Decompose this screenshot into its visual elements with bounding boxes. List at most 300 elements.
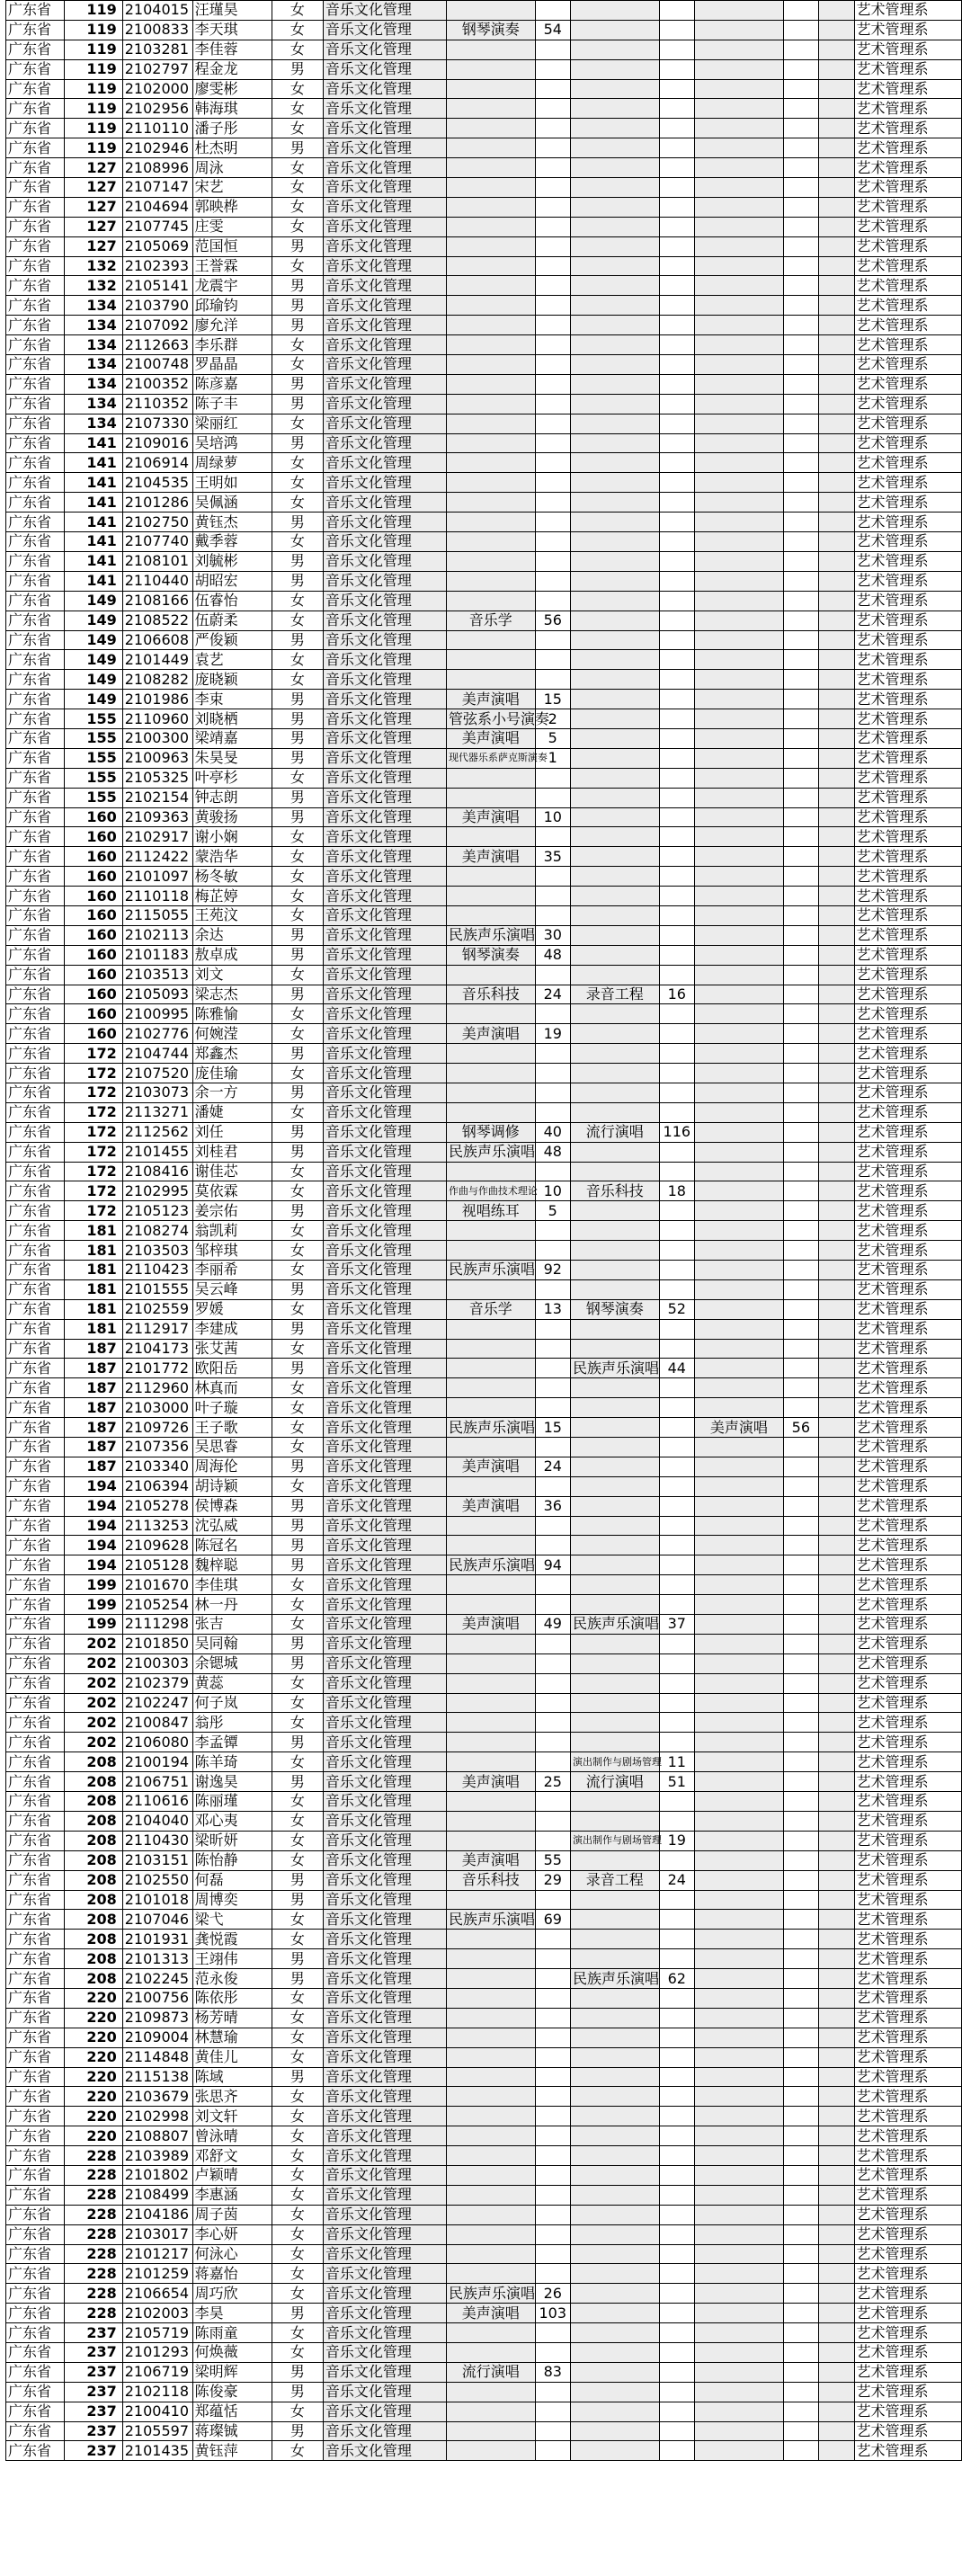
province-cell: 广东省 <box>6 1142 65 1162</box>
student-id-cell: 2104040 <box>122 1811 192 1831</box>
rank-cell: 127 <box>65 217 122 236</box>
department-cell: 艺术管理系 <box>854 1615 961 1635</box>
instrument-2-cell <box>570 670 659 690</box>
student-id-cell: 2101850 <box>122 1634 192 1653</box>
spacer-cell <box>819 119 854 138</box>
score-3-cell <box>783 453 818 473</box>
rank-cell: 172 <box>65 1142 122 1162</box>
instrument-2-cell: 民族声乐演唱 <box>570 1359 659 1378</box>
score-1-cell: 54 <box>535 20 570 40</box>
student-name-cell: 刘晓栖 <box>192 709 272 729</box>
gender-cell: 男 <box>272 807 323 827</box>
student-id-cell: 2101449 <box>122 650 192 670</box>
province-cell: 广东省 <box>6 2284 65 2304</box>
instrument-3-cell <box>695 217 784 236</box>
province-cell: 广东省 <box>6 748 65 768</box>
table-row <box>6 374 962 394</box>
student-name-cell: 林慧瑜 <box>192 2028 272 2047</box>
score-3-cell <box>783 1221 818 1241</box>
score-2-cell <box>659 2185 694 2205</box>
province-cell: 广东省 <box>6 1536 65 1555</box>
spacer-cell <box>819 1811 854 1831</box>
score-3-cell <box>783 551 818 571</box>
rank-cell: 172 <box>65 1201 122 1221</box>
score-3-cell <box>783 1595 818 1615</box>
student-name-cell: 袁艺 <box>192 650 272 670</box>
student-name-cell: 汪瑾昊 <box>192 1 272 21</box>
student-id-cell: 2100748 <box>122 355 192 375</box>
score-3-cell <box>783 40 818 59</box>
student-id-cell: 2108166 <box>122 591 192 611</box>
score-1-cell <box>535 1241 570 1261</box>
instrument-3-cell <box>695 709 784 729</box>
gender-cell: 男 <box>272 1279 323 1299</box>
instrument-1-cell <box>446 453 535 473</box>
student-name-cell: 周博奕 <box>192 1890 272 1910</box>
instrument-1-cell: 音乐学 <box>446 611 535 630</box>
province-cell: 广东省 <box>6 1024 65 1044</box>
province-cell: 广东省 <box>6 1 65 21</box>
rank-cell: 119 <box>65 99 122 119</box>
table-row <box>6 1536 962 1555</box>
department-cell: 艺术管理系 <box>854 2126 961 2146</box>
score-2-cell <box>659 1595 694 1615</box>
instrument-2-cell <box>570 394 659 414</box>
spacer-cell <box>819 1496 854 1516</box>
gender-cell: 女 <box>272 158 323 178</box>
student-name-cell: 翁凯莉 <box>192 1221 272 1241</box>
score-3-cell <box>783 1 818 21</box>
student-id-cell: 2108282 <box>122 670 192 690</box>
spacer-cell <box>819 2165 854 2185</box>
table-row <box>6 2362 962 2382</box>
score-1-cell <box>535 1476 570 1496</box>
table-row <box>6 1811 962 1831</box>
spacer-cell <box>819 1083 854 1102</box>
spacer-cell <box>819 20 854 40</box>
province-cell: 广东省 <box>6 1595 65 1615</box>
rank-cell: 127 <box>65 236 122 256</box>
gender-cell: 男 <box>272 2421 323 2441</box>
gender-cell: 女 <box>272 1339 323 1359</box>
score-2-cell <box>659 394 694 414</box>
score-1-cell <box>535 316 570 335</box>
major-cell: 音乐文化管理 <box>323 1418 446 1438</box>
score-3-cell <box>783 1831 818 1850</box>
major-cell: 音乐文化管理 <box>323 1142 446 1162</box>
score-3-cell <box>783 1949 818 1969</box>
student-id-cell: 2101286 <box>122 493 192 513</box>
instrument-3-cell <box>695 1261 784 1280</box>
instrument-2-cell <box>570 905 659 925</box>
instrument-3-cell <box>695 2087 784 2107</box>
student-id-cell: 2102750 <box>122 513 192 532</box>
instrument-2-cell <box>570 965 659 985</box>
department-cell: 艺术管理系 <box>854 1279 961 1299</box>
instrument-2-cell: 流行演唱 <box>570 1122 659 1142</box>
province-cell: 广东省 <box>6 217 65 236</box>
student-id-cell: 2101435 <box>122 2441 192 2461</box>
instrument-1-cell <box>446 1378 535 1398</box>
student-id-cell: 2107092 <box>122 316 192 335</box>
instrument-1-cell <box>446 493 535 513</box>
province-cell: 广东省 <box>6 867 65 887</box>
major-cell: 音乐文化管理 <box>323 1516 446 1536</box>
instrument-1-cell <box>446 788 535 807</box>
student-id-cell: 2103679 <box>122 2087 192 2107</box>
gender-cell: 男 <box>272 236 323 256</box>
province-cell: 广东省 <box>6 1752 65 1772</box>
score-3-cell <box>783 493 818 513</box>
student-name-cell: 李心妍 <box>192 2224 272 2244</box>
score-3-cell <box>783 925 818 945</box>
score-2-cell <box>659 2126 694 2146</box>
instrument-2-cell <box>570 1930 659 1949</box>
instrument-1-cell <box>446 2421 535 2441</box>
gender-cell: 女 <box>272 1988 323 2008</box>
instrument-3-cell <box>695 827 784 847</box>
instrument-2-cell <box>570 1811 659 1831</box>
table-row <box>6 355 962 375</box>
student-name-cell: 杨芳晴 <box>192 2008 272 2028</box>
instrument-1-cell <box>446 2126 535 2146</box>
score-2-cell <box>659 20 694 40</box>
department-cell: 艺术管理系 <box>854 1457 961 1476</box>
score-2-cell <box>659 1398 694 1418</box>
instrument-1-cell <box>446 867 535 887</box>
instrument-3-cell <box>695 985 784 1004</box>
gender-cell: 女 <box>272 965 323 985</box>
score-3-cell <box>783 414 818 433</box>
score-2-cell <box>659 2047 694 2067</box>
province-cell: 广东省 <box>6 1122 65 1142</box>
instrument-2-cell <box>570 630 659 650</box>
score-1-cell <box>535 158 570 178</box>
instrument-3-cell <box>695 690 784 709</box>
spacer-cell <box>819 1890 854 1910</box>
instrument-1-cell <box>446 236 535 256</box>
score-1-cell <box>535 2008 570 2028</box>
score-3-cell <box>783 1850 818 1870</box>
instrument-2-cell <box>570 1102 659 1122</box>
student-name-cell: 王翊伟 <box>192 1949 272 1969</box>
gender-cell: 女 <box>272 2126 323 2146</box>
department-cell: 艺术管理系 <box>854 1890 961 1910</box>
spacer-cell <box>819 2067 854 2087</box>
score-3-cell <box>783 256 818 276</box>
score-2-cell <box>659 1536 694 1555</box>
major-cell: 音乐文化管理 <box>323 2126 446 2146</box>
province-cell: 广东省 <box>6 2342 65 2362</box>
table-row <box>6 1634 962 1653</box>
score-2-cell: 24 <box>659 1870 694 1890</box>
instrument-2-cell <box>570 1516 659 1536</box>
spacer-cell <box>819 1634 854 1653</box>
instrument-1-cell: 钢琴演奏 <box>446 20 535 40</box>
major-cell: 音乐文化管理 <box>323 788 446 807</box>
gender-cell: 女 <box>272 1713 323 1733</box>
province-cell: 广东省 <box>6 1004 65 1024</box>
score-1-cell <box>535 2244 570 2264</box>
rank-cell: 237 <box>65 2342 122 2362</box>
score-1-cell: 94 <box>535 1555 570 1575</box>
spacer-cell <box>819 1831 854 1850</box>
score-3-cell <box>783 2284 818 2304</box>
instrument-2-cell <box>570 2264 659 2284</box>
student-id-cell: 2103790 <box>122 296 192 316</box>
gender-cell: 女 <box>272 1438 323 1457</box>
instrument-3-cell <box>695 1024 784 1044</box>
instrument-1-cell: 美声演唱 <box>446 1615 535 1635</box>
instrument-3-cell <box>695 1 784 21</box>
score-2-cell <box>659 1890 694 1910</box>
table-row <box>6 1221 962 1241</box>
table-row <box>6 709 962 729</box>
gender-cell: 女 <box>272 1398 323 1418</box>
rank-cell: 181 <box>65 1279 122 1299</box>
table-row <box>6 1988 962 2008</box>
major-cell: 音乐文化管理 <box>323 1811 446 1831</box>
spacer-cell <box>819 1733 854 1752</box>
rank-cell: 141 <box>65 473 122 493</box>
province-cell: 广东省 <box>6 1359 65 1378</box>
province-cell: 广东省 <box>6 2402 65 2421</box>
instrument-2-cell <box>570 1890 659 1910</box>
spacer-cell <box>819 925 854 945</box>
rank-cell: 220 <box>65 1988 122 2008</box>
major-cell: 音乐文化管理 <box>323 532 446 552</box>
spacer-cell <box>819 1102 854 1122</box>
student-id-cell: 2101217 <box>122 2244 192 2264</box>
rank-cell: 228 <box>65 2205 122 2224</box>
table-row <box>6 1772 962 1792</box>
spacer-cell <box>819 40 854 59</box>
instrument-2-cell <box>570 2087 659 2107</box>
instrument-1-cell: 民族声乐演唱 <box>446 925 535 945</box>
score-1-cell <box>535 551 570 571</box>
instrument-3-cell <box>695 1555 784 1575</box>
department-cell: 艺术管理系 <box>854 1339 961 1359</box>
student-id-cell: 2113271 <box>122 1102 192 1122</box>
table-row <box>6 2146 962 2166</box>
student-name-cell: 廖允洋 <box>192 316 272 335</box>
score-1-cell <box>535 1279 570 1299</box>
department-cell: 艺术管理系 <box>854 2224 961 2244</box>
instrument-1-cell <box>446 1831 535 1850</box>
major-cell: 音乐文化管理 <box>323 1181 446 1201</box>
instrument-2-cell: 音乐科技 <box>570 1181 659 1201</box>
spacer-cell <box>819 630 854 650</box>
province-cell: 广东省 <box>6 571 65 591</box>
instrument-2-cell <box>570 2244 659 2264</box>
instrument-1-cell <box>446 335 535 355</box>
score-1-cell <box>535 1339 570 1359</box>
gender-cell: 男 <box>272 2067 323 2087</box>
table-row <box>6 1850 962 1870</box>
student-name-cell: 周海伦 <box>192 1457 272 1476</box>
major-cell: 音乐文化管理 <box>323 1 446 21</box>
score-2-cell <box>659 1575 694 1595</box>
spacer-cell <box>819 1 854 21</box>
score-1-cell: 10 <box>535 1181 570 1201</box>
instrument-1-cell <box>446 2224 535 2244</box>
province-cell: 广东省 <box>6 1378 65 1398</box>
score-3-cell <box>783 2028 818 2047</box>
spacer-cell <box>819 1772 854 1792</box>
instrument-3-cell <box>695 1811 784 1831</box>
province-cell: 广东省 <box>6 2067 65 2087</box>
rank-cell: 187 <box>65 1378 122 1398</box>
gender-cell: 男 <box>272 925 323 945</box>
spacer-cell <box>819 1261 854 1280</box>
student-name-cell: 吴思睿 <box>192 1438 272 1457</box>
rank-cell: 237 <box>65 2402 122 2421</box>
gender-cell: 女 <box>272 217 323 236</box>
department-cell: 艺术管理系 <box>854 591 961 611</box>
table-row <box>6 1890 962 1910</box>
gender-cell: 女 <box>272 1673 323 1693</box>
score-3-cell <box>783 887 818 906</box>
table-row <box>6 1555 962 1575</box>
gender-cell: 男 <box>272 1555 323 1575</box>
department-cell: 艺术管理系 <box>854 1792 961 1812</box>
student-id-cell: 2108274 <box>122 1221 192 1241</box>
instrument-1-cell <box>446 1044 535 1064</box>
instrument-2-cell <box>570 1476 659 1496</box>
province-cell: 广东省 <box>6 905 65 925</box>
department-cell: 艺术管理系 <box>854 1122 961 1142</box>
score-2-cell <box>659 1713 694 1733</box>
student-id-cell: 2110440 <box>122 571 192 591</box>
student-name-cell: 蒙浩华 <box>192 847 272 867</box>
score-1-cell <box>535 887 570 906</box>
spacer-cell <box>819 236 854 256</box>
instrument-1-cell: 钢琴演奏 <box>446 945 535 965</box>
student-id-cell: 2101097 <box>122 867 192 887</box>
score-1-cell <box>535 630 570 650</box>
spacer-cell <box>819 1870 854 1890</box>
table-row <box>6 1516 962 1536</box>
student-name-cell: 李佳蓉 <box>192 40 272 59</box>
major-cell: 音乐文化管理 <box>323 1162 446 1181</box>
instrument-2-cell: 演出制作与剧场管理 <box>570 1831 659 1850</box>
table-row <box>6 571 962 591</box>
instrument-2-cell <box>570 1142 659 1162</box>
score-3-cell <box>783 374 818 394</box>
score-2-cell <box>659 433 694 453</box>
table-row <box>6 1299 962 1319</box>
major-cell: 音乐文化管理 <box>323 119 446 138</box>
score-3-cell <box>783 1555 818 1575</box>
score-2-cell <box>659 532 694 552</box>
major-cell: 音乐文化管理 <box>323 2067 446 2087</box>
instrument-2-cell <box>570 2402 659 2421</box>
department-cell: 艺术管理系 <box>854 1083 961 1102</box>
gender-cell: 女 <box>272 1615 323 1635</box>
student-name-cell: 陈怡静 <box>192 1850 272 1870</box>
score-1-cell <box>535 2342 570 2362</box>
gender-cell: 男 <box>272 1516 323 1536</box>
gender-cell: 男 <box>272 1319 323 1339</box>
student-id-cell: 2100995 <box>122 1004 192 1024</box>
gender-cell: 女 <box>272 650 323 670</box>
table-row <box>6 158 962 178</box>
department-cell: 艺术管理系 <box>854 1811 961 1831</box>
rank-cell: 172 <box>65 1044 122 1064</box>
major-cell: 音乐文化管理 <box>323 2185 446 2205</box>
department-cell: 艺术管理系 <box>854 1988 961 2008</box>
student-name-cell: 林真而 <box>192 1378 272 1398</box>
score-2-cell <box>659 2264 694 2284</box>
table-row <box>6 1496 962 1516</box>
score-1-cell <box>535 2382 570 2402</box>
score-1-cell <box>535 99 570 119</box>
score-1-cell <box>535 276 570 296</box>
major-cell: 音乐文化管理 <box>323 1438 446 1457</box>
instrument-2-cell <box>570 99 659 119</box>
student-name-cell: 郑鑫杰 <box>192 1044 272 1064</box>
score-2-cell <box>659 79 694 99</box>
student-id-cell: 2115055 <box>122 905 192 925</box>
student-name-cell: 钟志朗 <box>192 788 272 807</box>
major-cell: 音乐文化管理 <box>323 1378 446 1398</box>
major-cell: 音乐文化管理 <box>323 1241 446 1261</box>
table-row <box>6 1575 962 1595</box>
instrument-3-cell <box>695 1142 784 1162</box>
student-id-cell: 2105278 <box>122 1496 192 1516</box>
student-name-cell: 梁志杰 <box>192 985 272 1004</box>
province-cell: 广东省 <box>6 788 65 807</box>
student-name-cell: 梅芷婷 <box>192 887 272 906</box>
department-cell: 艺术管理系 <box>854 513 961 532</box>
instrument-2-cell <box>570 1398 659 1418</box>
score-3-cell <box>783 1438 818 1457</box>
department-cell: 艺术管理系 <box>854 1378 961 1398</box>
department-cell: 艺术管理系 <box>854 1634 961 1653</box>
score-3-cell <box>783 1299 818 1319</box>
instrument-2-cell <box>570 2342 659 2362</box>
instrument-3-cell <box>695 1201 784 1221</box>
department-cell: 艺术管理系 <box>854 867 961 887</box>
score-2-cell <box>659 414 694 433</box>
spacer-cell <box>819 1438 854 1457</box>
score-1-cell: 5 <box>535 728 570 748</box>
gender-cell: 女 <box>272 532 323 552</box>
department-cell: 艺术管理系 <box>854 925 961 945</box>
score-2-cell <box>659 2323 694 2343</box>
student-id-cell: 2104535 <box>122 473 192 493</box>
major-cell: 音乐文化管理 <box>323 2362 446 2382</box>
instrument-2-cell <box>570 2362 659 2382</box>
instrument-3-cell <box>695 335 784 355</box>
table-row <box>6 1713 962 1733</box>
table-row <box>6 2342 962 2362</box>
student-name-cell: 程金龙 <box>192 59 272 79</box>
table-row <box>6 1398 962 1418</box>
instrument-3-cell <box>695 2362 784 2382</box>
instrument-1-cell: 钢琴调修 <box>446 1122 535 1142</box>
spacer-cell <box>819 1949 854 1969</box>
instrument-1-cell <box>446 571 535 591</box>
table-row <box>6 2441 962 2461</box>
score-2-cell <box>659 2224 694 2244</box>
score-1-cell <box>535 197 570 217</box>
instrument-3-cell <box>695 788 784 807</box>
rank-cell: 187 <box>65 1438 122 1457</box>
student-id-cell: 2109726 <box>122 1418 192 1438</box>
score-3-cell <box>783 1339 818 1359</box>
major-cell: 音乐文化管理 <box>323 1201 446 1221</box>
